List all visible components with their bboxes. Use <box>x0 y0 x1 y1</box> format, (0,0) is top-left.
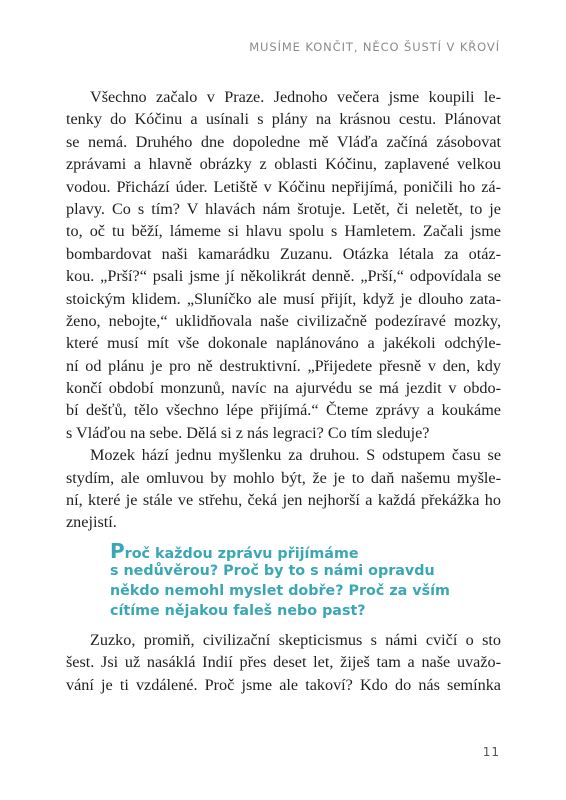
text-line: se nemá. Druhého dne dopoledne mě Vláďa začíná zásobovat <box>66 132 501 151</box>
text-line: vání je ti vzdálené. Proč jsme ale takoví? Kdo do nás semínka <box>66 675 501 694</box>
text-line: které musí mít vše dokonale naplánováno a jakékoli odchýle- <box>66 334 501 353</box>
text-line: tenky do Kóčinu a usínali s plány na krásnou cestu. Plánovat <box>66 110 501 129</box>
text-line: to, oč tu běží, lámeme si hlavu spolu s Hamletem. Začali jsme <box>66 222 501 241</box>
text-line: ní, které je stále ve střehu, čeká jen nejhorší a každá překážka ho <box>66 491 501 510</box>
pull-quote-line <box>110 541 410 561</box>
closing-text <box>66 629 501 696</box>
text-line: Zuzko, promiň, civilizační skepticismus s námi cvičí o sto <box>90 631 501 649</box>
text-line: končí období monzunů, navíc na ajurvédu se má jezdit v obdo- <box>66 379 501 398</box>
text-line: ní od plánu je pro ně destruktivní. „Přijedete přesně v den, kdy <box>66 356 501 375</box>
text-line: stydím, ale omluvou by mohlo být, že je to daň našemu myšle- <box>66 468 501 487</box>
pull-quote-line: s nedůvěrou? Proč by to s námi opravdu <box>110 563 435 579</box>
text-line: zprávami a hlavně obrázky z oblasti Kóčinu, zaplavené velkou <box>66 155 501 174</box>
text-line: bí dešťů, tělo všechno lépe přijímá.“ Čteme zprávy a koukáme <box>66 401 501 420</box>
pull-quote-first-line: roč každou zprávu přijímáme <box>124 546 359 562</box>
text-line: kou. „Prší?“ psali jsme jí několikrát denně. „Prší,“ odpovídala se <box>66 267 501 286</box>
text-line: s Vláďou na sebe. Dělá si z nás legraci? Co tím sleduje? <box>66 423 430 442</box>
text-line: stoickým klidem. „Sluníčko ale musí přijít, když je dlouho zata- <box>66 289 501 308</box>
text-line: šest. Jsi už nasáklá Indií přes deset let, žiješ tam a naše uvažo- <box>66 653 501 672</box>
text-line: Všechno začalo v Praze. Jednoho večera jsme koupili le- <box>90 88 501 106</box>
pull-quote-line: někdo nemohl myslet dobře? Proč za vším <box>110 583 450 599</box>
pull-quote-drop-letter: P <box>110 539 125 563</box>
text-line: znejistí. <box>66 513 117 532</box>
text-line: vodou. Přichází úder. Letiště v Kóčinu nepřijímá, poničili ho zá- <box>66 177 501 196</box>
running-head: MUSÍME KONČIT, NĚCO ŠUSTÍ V KŘOVÍ <box>249 40 500 54</box>
text-line: ženo, nebojte,“ uklidňovala naše civilizačně podezíravé mozky, <box>66 311 501 330</box>
text-line: bombardovat naši kamarádku Zuzanu. Otázka létala za otáz- <box>66 244 501 263</box>
main-text <box>66 86 501 534</box>
pull-quote <box>110 539 450 621</box>
text-line: plavy. Co s tím? V hlavách nám šrotuje. Letět, či neletět, to je <box>66 199 501 218</box>
pull-quote-line: cítíme nějakou faleš nebo past? <box>110 603 366 619</box>
page-number: 11 <box>482 745 500 759</box>
text-line: Mozek hází jednu myšlenku za druhou. S odstupem času se <box>90 446 501 465</box>
